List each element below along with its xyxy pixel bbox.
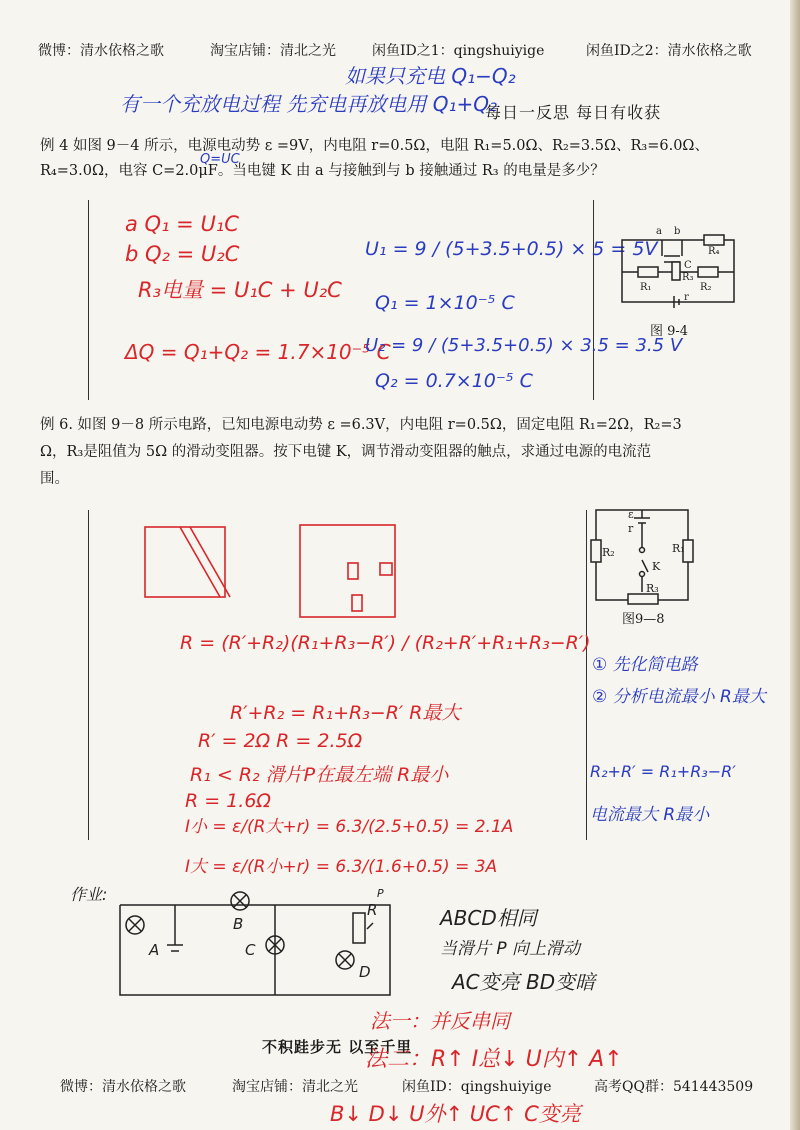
ex4-line1: 例 4 如图 9－4 所示，电源电动势 ε =9V，内电阻 r=0.5Ω，电阻 R₁=5.0Ω、R₂=3.5Ω、R₃=6.0Ω、 bbox=[40, 138, 709, 154]
ex6-sketch-circuits bbox=[140, 515, 440, 625]
fig98-label-r2: R₂ bbox=[602, 546, 615, 559]
ex6-blue-2: ② 分析电流最小 R最大 bbox=[592, 687, 766, 707]
fig94-label-r4: R₄ bbox=[708, 246, 720, 257]
footer-taobao: 淘宝店铺：清北之光 bbox=[232, 1079, 358, 1095]
fig98-label-eps: ε bbox=[628, 508, 634, 521]
practice-black-3: AC变亮 BD变暗 bbox=[452, 970, 596, 994]
bulb-label-a: A bbox=[149, 941, 160, 959]
ex6-red-7: I大 = ε/(R小+r) = 6.3/(1.6+0.5) = 3A bbox=[185, 857, 498, 877]
fig98-label-r3: R₃ bbox=[646, 582, 659, 595]
ex6-red-4: R₁ < R₂ 滑片P在最左端 R最小 bbox=[190, 764, 449, 786]
ex4-note-q: Q=UC bbox=[200, 152, 240, 167]
ex6-red-5: R = 1.6Ω bbox=[185, 790, 271, 812]
ex4-question bbox=[40, 134, 780, 184]
ex6-red-2: R′+R₂ = R₁+R₃−R′ R最大 bbox=[230, 702, 461, 724]
ex6-blue-3: R₂+R′ = R₁+R₃−R′ bbox=[590, 762, 736, 781]
fig94-label-r: r bbox=[684, 292, 689, 303]
handwriting-top-line1: 有一个充放电过程 先充电再放电用 Q₁+Q₂ bbox=[120, 92, 497, 116]
practice-label: 作业: bbox=[70, 885, 108, 904]
ex6-line2: Ω，R₃是阻值为 5Ω 的滑动变阻器。按下电键 K，调节滑动变阻器的触点，求通过电源的电流范 bbox=[40, 444, 652, 460]
footer-qq: 高考QQ群：541443509 bbox=[594, 1079, 754, 1095]
ex6-line3: 围。 bbox=[40, 471, 69, 487]
practice-red-3: B↓ D↓ U外↑ UC↑ C变亮 bbox=[330, 1102, 581, 1126]
ex6-red-1: R = (R′+R₂)(R₁+R₃−R′) / (R₂+R′+R₁+R₃−R′) bbox=[180, 632, 591, 654]
ex4-blue-3: U₂ = 9 / (5+3.5+0.5) × 3.5 = 3.5 V bbox=[365, 335, 683, 356]
ex4-red-1: a Q₁ = U₁C bbox=[125, 212, 239, 236]
ex4-line2: R₄=3.0Ω，电容 C=2.0μF。当电键 K 由 a 与接触到与 b 接触通过 R₃ 的电量是多少？ bbox=[40, 163, 605, 179]
practice-red-1: 法一：并反串同 bbox=[370, 1009, 510, 1033]
bulb-label-c: C bbox=[245, 941, 256, 959]
fig98-label-r: r bbox=[628, 522, 634, 535]
page-edge-shadow bbox=[790, 0, 800, 1130]
ex6-line1: 例 6. 如图 9－8 所示电路，已知电源电动势 ε =6.3V，内电阻 r=0.5Ω，固定电阻 R₁=2Ω，R₂=3 bbox=[40, 417, 682, 433]
fig98-label-r1: R₁ bbox=[672, 542, 685, 555]
practice-black-1: ABCD相同 bbox=[440, 906, 537, 930]
practice-red-2: 法二：R↑ I总↓ U内↑ A↑ bbox=[365, 1047, 623, 1072]
ex4-blue-2: Q₁ = 1×10⁻⁵ C bbox=[375, 292, 515, 314]
footer-weibo: 微博：清水依格之歌 bbox=[60, 1079, 186, 1095]
fig94-label-r3: R₃ bbox=[682, 272, 694, 283]
ex4-red-2: b Q₂ = U₂C bbox=[125, 242, 240, 266]
fig98-label-k: K bbox=[652, 560, 661, 573]
ex4-blue-1: U₁ = 9 / (5+3.5+0.5) × 5 = 5V bbox=[365, 238, 658, 260]
ex6-question bbox=[40, 412, 780, 493]
ex6-blue-1: ① 先化简电路 bbox=[592, 655, 698, 675]
handwriting-top-line2: 如果只充电 Q₁−Q₂ bbox=[345, 64, 516, 88]
bulb-label-d: D bbox=[359, 963, 371, 981]
footer-xianyu: 闲鱼ID：qingshuiyige bbox=[402, 1079, 552, 1095]
header-xianyu2: 闲鱼ID之2：清水依格之歌 bbox=[586, 43, 752, 59]
header-taobao: 淘宝店铺：清北之光 bbox=[210, 43, 336, 59]
ex6-blue-4: 电流最大 R最小 bbox=[590, 805, 710, 825]
ex6-red-3: R′ = 2Ω R = 2.5Ω bbox=[198, 730, 363, 752]
ex4-red-3: R₃电量 = U₁C + U₂C bbox=[138, 278, 342, 302]
figure-9-4-caption: 图 9-4 bbox=[650, 324, 689, 339]
practice-black-2: 当滑片 P 向上滑动 bbox=[440, 939, 581, 959]
bulb-label-p: P bbox=[377, 887, 384, 900]
ex4-blue-4: Q₂ = 0.7×10⁻⁵ C bbox=[375, 370, 533, 392]
bulb-label-r: R bbox=[367, 901, 378, 919]
fig94-label-b: b bbox=[674, 226, 681, 237]
fig94-label-r2: R₂ bbox=[700, 282, 712, 293]
header-xianyu1: 闲鱼ID之1：qingshuiyige bbox=[372, 43, 545, 59]
ex4-red-4: ΔQ = Q₁+Q₂ = 1.7×10⁻⁵ C bbox=[125, 340, 391, 364]
fig94-label-c: C bbox=[684, 260, 692, 271]
practice-bulb-circuit bbox=[115, 885, 415, 1010]
header-weibo: 微博：清水依格之歌 bbox=[38, 43, 164, 59]
fig94-label-r1: R₁ bbox=[640, 282, 652, 293]
motto-top: 每日一反思 每日有收获 bbox=[485, 103, 662, 122]
bulb-label-b: B bbox=[233, 915, 244, 933]
figure-9-8-caption: 图9—8 bbox=[622, 612, 665, 627]
fig94-label-a: a bbox=[656, 226, 662, 237]
motto-bottom: 不积跬步无 以至千里 bbox=[262, 1038, 413, 1056]
ex6-red-6: I小 = ε/(R大+r) = 6.3/(2.5+0.5) = 2.1A bbox=[185, 817, 514, 837]
figure-9-8 bbox=[588, 500, 698, 610]
